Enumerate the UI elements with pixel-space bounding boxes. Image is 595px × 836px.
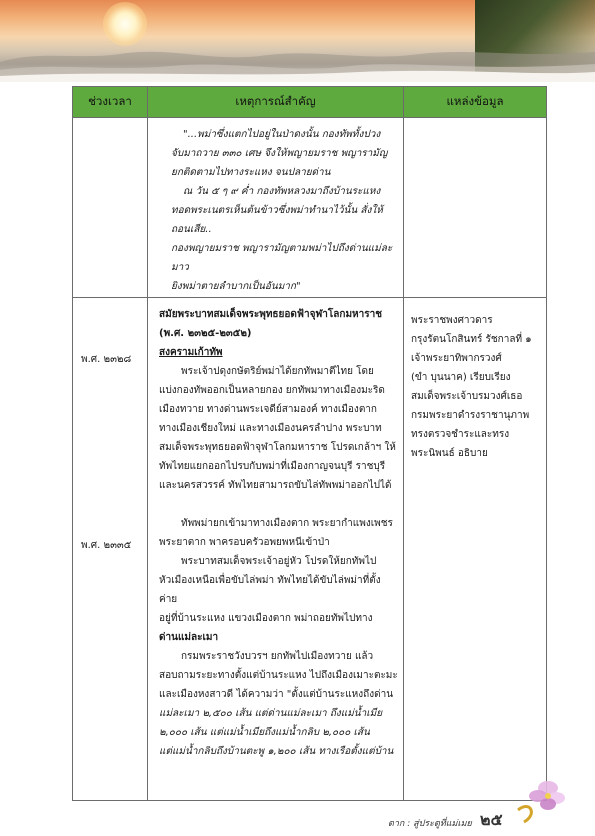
- paragraph-line: หัวเมืองเหนือเพื่อขับไล่พม่า ทัพไทยได้ขับไล่พม่าที่ตั้งค่าย: [159, 575, 381, 605]
- quote-line: "...พม่าซึ่งแตกไปอยู่ในป่าดงนั้น กองทัพทั้งปวง: [183, 129, 381, 140]
- source-line: เจ้าพระยาทิพากรวงศ์: [411, 353, 502, 364]
- orchid-icon: [510, 770, 580, 830]
- paragraph-line: ๒,๐๐๐ เส้น แต่แม่น้ำเมียถึงแม่น้ำกลิบ ๒,๐๐๐ เส้น: [159, 727, 370, 738]
- quote-line: ยิงพม่าตายลำบากเป็นอันมาก": [171, 281, 301, 292]
- paragraph-line: พระเจ้าปดุงกษัตริย์พม่าได้ยกทัพมาตีไทย โดย: [181, 366, 374, 377]
- source-line: พระราชพงศาวดาร: [411, 315, 493, 326]
- date-label: พ.ศ. ๒๓๓๕: [81, 540, 132, 551]
- source-line: กรมพระยาดำรงราชานุภาพ: [411, 410, 530, 421]
- paragraph-line: แบ่งกองทัพออกเป็นหลายกอง ยกทัพมาทางเมืองมะริด: [159, 385, 385, 396]
- source-line: ทรงตรวจชำระและทรง: [411, 429, 510, 440]
- time-cell: [73, 298, 148, 801]
- section-title: สมัยพระบาทสมเด็จพระพุทธยอดฟ้าจุฬาโลกมหาราช: [159, 309, 383, 320]
- header-time: ช่วงเวลา: [73, 87, 148, 118]
- paragraph-line: เมืองทวาย ทางด่านพระเจดีย์สามองค์ ทางเมืองตาก: [159, 404, 377, 415]
- source-line: (ขำ บุนนาค) เรียบเรียง: [411, 372, 511, 383]
- page-number: ๒๕: [480, 810, 503, 829]
- paragraph-line: สอบถามระยะทางตั้งแต่บ้านระแหง ไปถึงเมืองเมาะตะมะ: [159, 670, 398, 681]
- date-label: พ.ศ. ๒๓๒๘: [81, 354, 132, 365]
- paragraph-line: กรมพระราชวังบวรฯ ยกทัพไปเมืองทวาย แล้ว: [181, 651, 374, 662]
- paragraph-line: และเมืองหงสาวดี ได้ความว่า "ตั้งแต่บ้านระแหงถึงด่าน: [159, 689, 394, 700]
- paragraph-line: แม่ละเมา ๒,๕๐๐ เส้น แต่ด่านแม่ละเมา ถึงแม่น้ำเมีย: [159, 708, 383, 719]
- source-cell: [404, 118, 547, 298]
- time-cell: [73, 118, 148, 298]
- source-line: กรุงรัตนโกสินทร์ รัชกาลที่ ๑: [411, 334, 532, 345]
- paragraph-line: พระยาตาก พาครอบครัวอพยพหนีเข้าป่า: [159, 537, 330, 548]
- paragraph-line: ทางเมืองเชียงใหม่ และทางเมืองนครลำปาง พระบาท: [159, 423, 382, 434]
- source-line: สมเด็จพระเจ้าบรมวงศ์เธอ: [411, 391, 523, 402]
- quote-line: ณ วัน ๕ ๆ ๙ ค่ำ กองทัพหลวงมาถึงบ้านระแหง: [183, 186, 381, 197]
- war-title: สงครามเก้าทัพ: [159, 347, 223, 358]
- header-source: แหล่งข้อมูล: [404, 87, 547, 118]
- footer-caption: ตาก : สู่ประตูที่แม่เมย: [388, 819, 472, 829]
- header-event: เหตุการณ์สำคัญ: [148, 87, 404, 118]
- quote-line: กองพญายมราช พญารามัญตามพม่าไปถึงด่านแม่ละมาว: [171, 243, 393, 273]
- paragraph-line: ทัพไทยแยกออกไปรบกับพม่าที่เมืองกาญจนบุรี ราชบุรี: [159, 461, 386, 472]
- mountain-silhouette: [0, 32, 595, 82]
- paragraph-line: อยู่ที่บ้านระแหง แขวงเมืองตาก พม่าถอยทัพไปทาง: [159, 613, 373, 624]
- source-line: พระนิพนธ์ อธิบาย: [411, 448, 488, 459]
- source-cell: [404, 298, 547, 801]
- event-cell: [148, 118, 404, 298]
- history-table: [72, 86, 547, 801]
- section-subtitle: (พ.ศ. ๒๓๒๕-๒๓๕๒): [159, 328, 252, 339]
- table-row: [73, 298, 547, 801]
- header-banner: [0, 0, 595, 82]
- event-cell: [148, 298, 404, 801]
- paragraph-line: สมเด็จพระพุทธยอดฟ้าจุฬาโลกมหาราช โปรดเกล้าฯ ให้: [159, 442, 396, 453]
- table-row: [73, 118, 547, 298]
- paragraph-line: และนครสวรรค์ ทัพไทยสามารถขับไล่ทัพพม่าออกไปได้: [159, 480, 392, 491]
- quote-line: ยกติดตามไปทางระแหง จนปลายด่าน: [171, 167, 331, 178]
- quote-line: จับมาถวาย ๓๓๐ เศษ จึงให้พญายมราช พญารามัญ: [171, 148, 388, 159]
- paragraph-line: แต่แม่น้ำกลิบถึงบ้านตะพู ๑,๒๐๐ เส้น ทางเรือตั้งแต่บ้าน: [159, 746, 394, 757]
- quote-line: ทอดพระเนตรเห็นต้นข้าวซึ่งพม่าทำนาไว้นั้น สั่งให้ถอนเสีย..: [171, 205, 383, 235]
- paragraph-line: ด่านแม่ละเมา: [159, 632, 219, 643]
- paragraph-line: ทัพพม่ายกเข้ามาทางเมืองตาก พระยากำแพงเพชร: [181, 518, 393, 529]
- paragraph-line: พระบาทสมเด็จพระเจ้าอยู่หัว โปรดให้ยกทัพไป: [181, 556, 377, 567]
